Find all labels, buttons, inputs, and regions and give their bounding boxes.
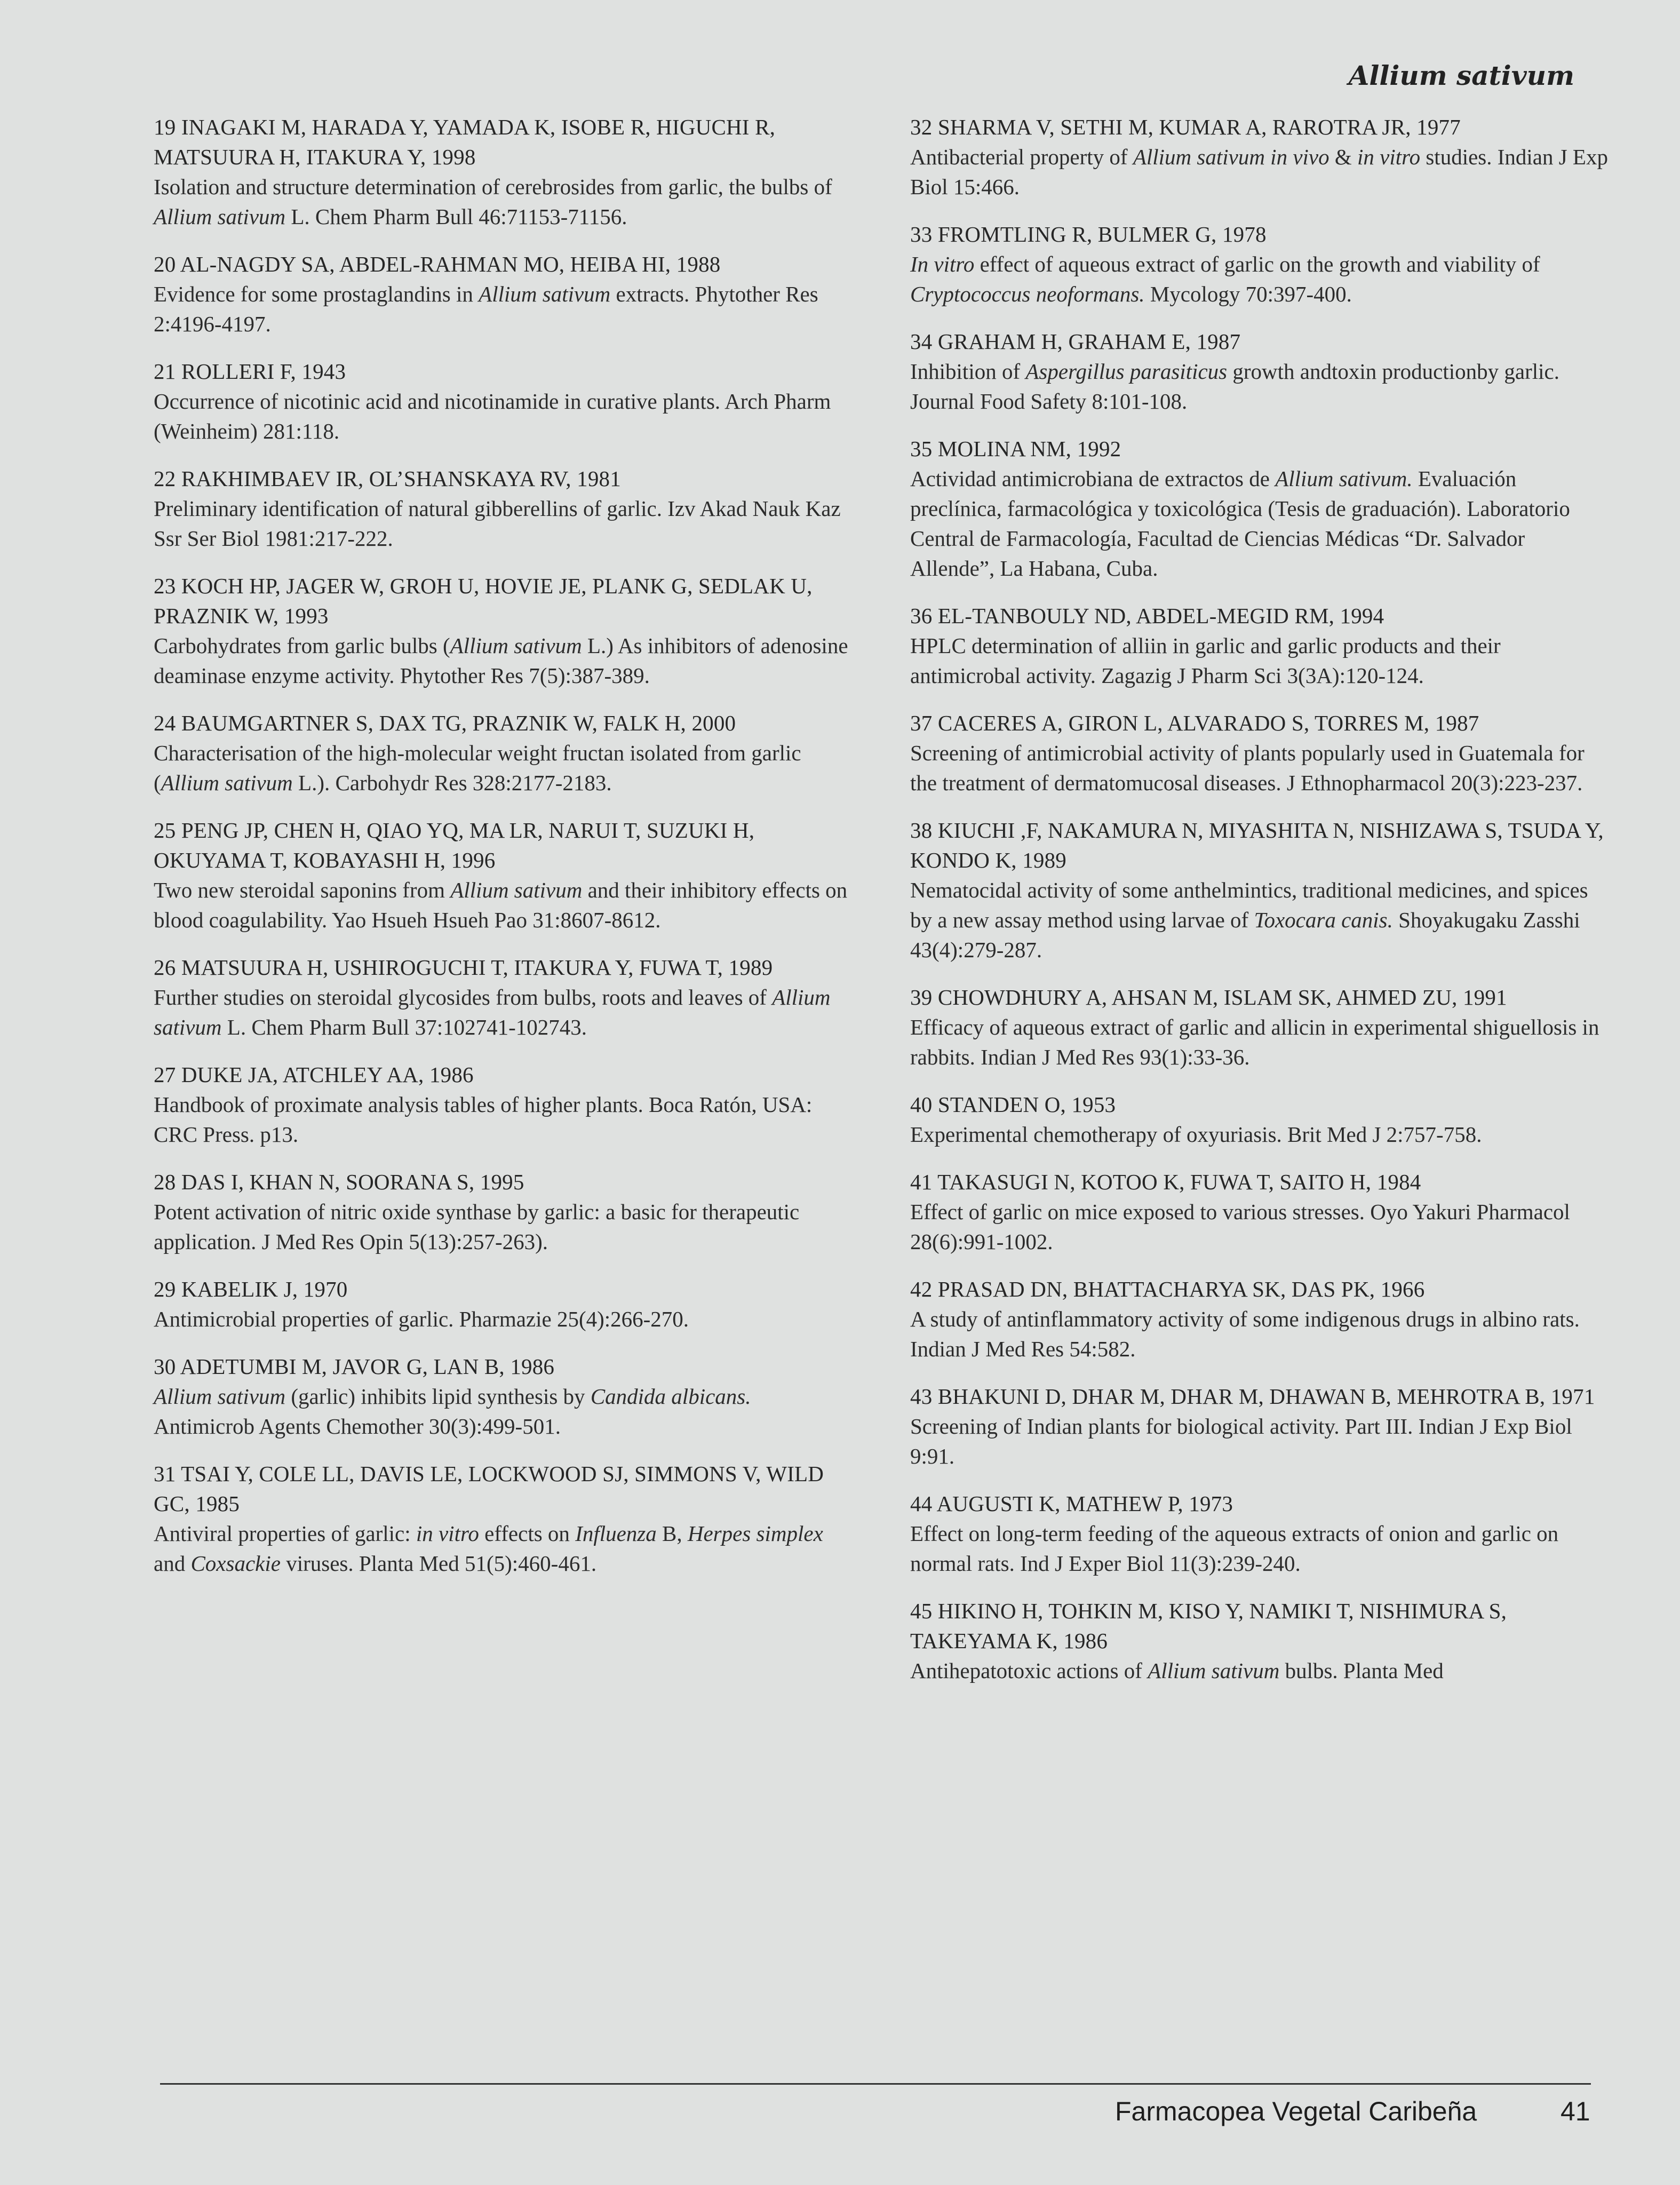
reference-entry — [154, 356, 853, 446]
italic-term: Herpes simplex — [687, 1521, 823, 1546]
citation-text: L. Chem Pharm Bull 37:102741-102743. — [221, 1015, 587, 1039]
italic-term: Toxocara canis. — [1254, 908, 1393, 932]
citation-text: (garlic) inhibits lipid synthesis by — [285, 1384, 591, 1409]
reference-entry — [154, 1274, 853, 1334]
italic-term: Allium sativum — [154, 1384, 286, 1409]
citation-text: HPLC determination of alliin in garlic and garlic products and their antimicrobal activity. Zagazig J Pharm Sci 3(3A):120-124. — [910, 633, 1501, 688]
reference-authors: 39 CHOWDHURY A, AHSAN M, ISLAM SK, AHMED ZU, 1991 — [910, 985, 1507, 1010]
reference-entry — [154, 1167, 853, 1257]
italic-term: Coxsackie — [190, 1551, 281, 1576]
reference-citation — [154, 631, 853, 690]
reference-entry — [910, 815, 1609, 965]
reference-entry — [154, 708, 853, 798]
italic-term: In vitro — [910, 252, 975, 276]
citation-text: Carbohydrates from garlic bulbs ( — [154, 633, 450, 658]
reference-citation — [910, 1656, 1609, 1686]
citation-text: L.) As inhibitors of adenosine deaminase enzyme activity. Phytother Res 7(5):387-389. — [154, 633, 848, 688]
reference-citation — [154, 875, 853, 935]
reference-entry — [154, 1459, 853, 1578]
citation-text: Antimicrobial properties of garlic. Pharmazie 25(4):266-270. — [154, 1307, 689, 1331]
citation-text: Antimicrob Agents Chemother 30(3):499-501. — [154, 1414, 561, 1439]
reference-entry — [910, 327, 1609, 416]
reference-authors: 33 FROMTLING R, BULMER G, 1978 — [910, 222, 1267, 247]
reference-entry — [910, 1381, 1609, 1471]
reference-citation — [154, 982, 853, 1042]
reference-authors: 20 AL-NAGDY SA, ABDEL-RAHMAN MO, HEIBA HI, 1988 — [154, 252, 721, 276]
page-number: 41 — [1560, 2096, 1590, 2126]
italic-term: in vitro — [416, 1521, 479, 1546]
citation-text: viruses. Planta Med 51(5):460-461. — [280, 1551, 597, 1576]
reference-entry — [910, 982, 1609, 1072]
citation-text: and their inhibitory effects on blood coagulability. Yao Hsueh Hsueh Pao 31:8607-8612. — [154, 878, 848, 932]
reference-column-right — [910, 112, 1609, 1703]
citation-text: Potent activation of nitric oxide synthase by garlic: a basic for therapeutic application. J Med Res Opin 5(13):257-263). — [154, 1199, 800, 1254]
reference-citation — [910, 631, 1609, 690]
citation-text: effect of aqueous extract of garlic on the growth and viability of — [974, 252, 1540, 276]
reference-authors: 27 DUKE JA, ATCHLEY AA, 1986 — [154, 1062, 474, 1087]
reference-citation — [154, 1090, 853, 1149]
citation-text: Nematocidal activity of some anthelmintics, traditional medicines, and spices by a new assay method using larvae of — [910, 878, 1588, 932]
reference-authors: 21 ROLLERI F, 1943 — [154, 359, 346, 384]
reference-authors: 42 PRASAD DN, BHATTACHARYA SK, DAS PK, 1966 — [910, 1277, 1425, 1301]
italic-term: Allium sativum — [154, 985, 831, 1039]
reference-authors: 29 KABELIK J, 1970 — [154, 1277, 348, 1301]
citation-text: Inhibition of — [910, 359, 1026, 384]
italic-term: Allium sativum. — [1275, 466, 1413, 491]
reference-authors: 30 ADETUMBI M, JAVOR G, LAN B, 1986 — [154, 1354, 555, 1379]
reference-citation — [910, 356, 1609, 416]
reference-citation — [910, 464, 1609, 583]
reference-authors: 31 TSAI Y, COLE LL, DAVIS LE, LOCKWOOD SJ, SIMMONS V, WILD GC, 1985 — [154, 1461, 824, 1516]
reference-citation — [154, 1197, 853, 1257]
reference-citation — [910, 1012, 1609, 1072]
reference-entry — [910, 1167, 1609, 1257]
italic-term: Aspergillus parasiticus — [1025, 359, 1228, 384]
reference-citation — [910, 738, 1609, 798]
reference-entry — [910, 219, 1609, 309]
reference-citation — [910, 1304, 1609, 1364]
citation-text: Mycology 70:397-400. — [1144, 282, 1352, 306]
reference-authors: 24 BAUMGARTNER S, DAX TG, PRAZNIK W, FALK H, 2000 — [154, 711, 736, 735]
reference-citation — [154, 1381, 853, 1441]
citation-text: Handbook of proximate analysis tables of higher plants. Boca Ratón, USA: CRC Press. p13. — [154, 1092, 813, 1147]
reference-citation — [154, 1304, 853, 1334]
italic-term: Allium sativum — [479, 282, 611, 306]
reference-entry — [910, 1489, 1609, 1578]
reference-entry — [910, 1090, 1609, 1149]
italic-term: Influenza — [575, 1521, 657, 1546]
citation-text: Shoyakugaku Zasshi 43(4):279-287. — [910, 908, 1580, 962]
reference-entry — [910, 1274, 1609, 1364]
citation-text: A study of antinflammatory activity of some indigenous drugs in albino rats. Indian J Med Res 54:582. — [910, 1307, 1580, 1361]
citation-text: Antibacterial property of — [910, 145, 1133, 169]
reference-column-left — [154, 112, 853, 1596]
running-head: Allium sativum — [1348, 60, 1574, 91]
citation-text: Effect of garlic on mice exposed to various stresses. Oyo Yakuri Pharmacol 28(6):991-1002. — [910, 1199, 1570, 1254]
italic-term: Allium sativum — [1148, 1658, 1280, 1683]
citation-text: Isolation and structure determination of cerebrosides from garlic, the bulbs of — [154, 174, 832, 199]
citation-text: L.). Carbohydr Res 328:2177-2183. — [292, 770, 612, 795]
reference-authors: 35 MOLINA NM, 1992 — [910, 436, 1121, 461]
italic-term: Allium sativum in vivo — [1133, 145, 1329, 169]
reference-authors: 28 DAS I, KHAN N, SOORANA S, 1995 — [154, 1170, 524, 1194]
italic-term: in vitro — [1357, 145, 1421, 169]
reference-entry — [910, 601, 1609, 690]
footer-rule — [160, 2083, 1591, 2085]
reference-entry — [910, 708, 1609, 798]
citation-text: and — [154, 1551, 191, 1576]
citation-text: L. Chem Pharm Bull 46:71153-71156. — [285, 204, 627, 229]
citation-text: Antiviral properties of garlic: — [154, 1521, 416, 1546]
reference-citation — [910, 1411, 1609, 1471]
citation-text: growth andtoxin productionby garlic. Journal Food Safety 8:101-108. — [910, 359, 1559, 414]
reference-entry — [910, 1596, 1609, 1686]
reference-authors: 41 TAKASUGI N, KOTOO K, FUWA T, SAITO H, 1984 — [910, 1170, 1421, 1194]
citation-text: studies. Indian J Exp Biol 15:466. — [910, 145, 1608, 199]
reference-citation — [154, 172, 853, 232]
reference-entry — [154, 815, 853, 935]
reference-entry — [910, 434, 1609, 583]
reference-entry — [154, 952, 853, 1042]
reference-citation — [910, 249, 1609, 309]
citation-text: Screening of Indian plants for biological activity. Part III. Indian J Exp Biol 9:91. — [910, 1414, 1572, 1468]
italic-term: Cryptococcus neoformans. — [910, 282, 1145, 306]
reference-citation — [154, 279, 853, 339]
citation-text: Characterisation of the high-molecular weight fructan isolated from garlic ( — [154, 741, 801, 795]
citation-text: Occurrence of nicotinic acid and nicotinamide in curative plants. Arch Pharm (Weinheim) 281:118. — [154, 389, 831, 443]
reference-citation — [910, 1119, 1609, 1149]
reference-citation — [154, 494, 853, 553]
reference-authors: 37 CACERES A, GIRON L, ALVARADO S, TORRES M, 1987 — [910, 711, 1479, 735]
citation-text: Actividad antimicrobiana de extractos de — [910, 466, 1276, 491]
reference-entry — [154, 112, 853, 232]
reference-authors: 40 STANDEN O, 1953 — [910, 1092, 1116, 1117]
reference-citation — [910, 142, 1609, 202]
reference-entry — [154, 1352, 853, 1441]
reference-citation — [154, 386, 853, 446]
italic-term: Allium sativum — [161, 770, 293, 795]
reference-authors: 45 HIKINO H, TOHKIN M, KISO Y, NAMIKI T, NISHIMURA S, TAKEYAMA K, 1986 — [910, 1599, 1507, 1653]
citation-text: extracts. Phytother Res 2:4196-4197. — [154, 282, 818, 336]
reference-entry — [154, 571, 853, 690]
citation-text: Evidence for some prostaglandins in — [154, 282, 479, 306]
citation-text: effects on — [479, 1521, 576, 1546]
reference-authors: 44 AUGUSTI K, MATHEW P, 1973 — [910, 1491, 1233, 1516]
reference-citation — [910, 1519, 1609, 1578]
reference-citation — [154, 1519, 853, 1578]
reference-entry — [154, 464, 853, 553]
citation-text: Effect on long-term feeding of the aqueous extracts of onion and garlic on normal rats. Ind J Exper Biol 11(3):239-240. — [910, 1521, 1559, 1576]
citation-text: Antihepatotoxic actions of — [910, 1658, 1148, 1683]
citation-text: bulbs. Planta Med — [1279, 1658, 1444, 1683]
italic-term: Candida albicans. — [590, 1384, 751, 1409]
citation-text: B, — [656, 1521, 688, 1546]
reference-authors: 34 GRAHAM H, GRAHAM E, 1987 — [910, 329, 1241, 354]
citation-text: & — [1329, 145, 1358, 169]
citation-text: Experimental chemotherapy of oxyuriasis. Brit Med J 2:757-758. — [910, 1122, 1482, 1147]
citation-text: Evaluación preclínica, farmacológica y toxicológica (Tesis de graduación). Laboratorio Central de Farmacología, Facultad de Ciencias Médicas “Dr. Salvador Allende”, La Habana, Cuba. — [910, 466, 1570, 581]
italic-term: Allium sativum — [450, 878, 583, 902]
reference-entry — [154, 249, 853, 339]
reference-authors: 25 PENG JP, CHEN H, QIAO YQ, MA LR, NARUI T, SUZUKI H, OKUYAMA T, KOBAYASHI H, 1996 — [154, 818, 755, 872]
reference-citation — [910, 1197, 1609, 1257]
reference-authors: 23 KOCH HP, JAGER W, GROH U, HOVIE JE, PLANK G, SEDLAK U, PRAZNIK W, 1993 — [154, 574, 813, 628]
reference-authors: 38 KIUCHI ,F, NAKAMURA N, MIYASHITA N, NISHIZAWA S, TSUDA Y, KONDO K, 1989 — [910, 818, 1604, 872]
reference-authors: 22 RAKHIMBAEV IR, OL’SHANSKAYA RV, 1981 — [154, 466, 621, 491]
italic-term: Allium sativum — [154, 204, 286, 229]
citation-text: Preliminary identification of natural gibberellins of garlic. Izv Akad Nauk Kaz Ssr Ser Biol 1981:217-222. — [154, 496, 841, 551]
citation-text: Two new steroidal saponins from — [154, 878, 451, 902]
reference-citation — [910, 875, 1609, 965]
reference-entry — [910, 112, 1609, 202]
reference-authors: 19 INAGAKI M, HARADA Y, YAMADA K, ISOBE R, HIGUCHI R, MATSUURA H, ITAKURA Y, 1998 — [154, 115, 776, 169]
italic-term: Allium sativum — [450, 633, 582, 658]
citation-text: Further studies on steroidal glycosides from bulbs, roots and leaves of — [154, 985, 773, 1010]
reference-authors: 32 SHARMA V, SETHI M, KUMAR A, RAROTRA JR, 1977 — [910, 115, 1461, 139]
citation-text: Efficacy of aqueous extract of garlic and allicin in experimental shiguellosis in rabbits. Indian J Med Res 93(1):33-36. — [910, 1015, 1599, 1069]
reference-authors: 26 MATSUURA H, USHIROGUCHI T, ITAKURA Y, FUWA T, 1989 — [154, 955, 773, 980]
reference-authors: 36 EL-TANBOULY ND, ABDEL-MEGID RM, 1994 — [910, 603, 1384, 628]
reference-entry — [154, 1060, 853, 1149]
citation-text: Screening of antimicrobial activity of plants popularly used in Guatemala for the treatment of dermatomucosal diseases. J Ethnopharmacol 20(3):223-237. — [910, 741, 1585, 795]
reference-authors: 43 BHAKUNI D, DHAR M, DHAR M, DHAWAN B, MEHROTRA B, 1971 — [910, 1384, 1595, 1409]
footer-title: Farmacopea Vegetal Caribeña — [1115, 2096, 1477, 2126]
reference-citation — [154, 738, 853, 798]
